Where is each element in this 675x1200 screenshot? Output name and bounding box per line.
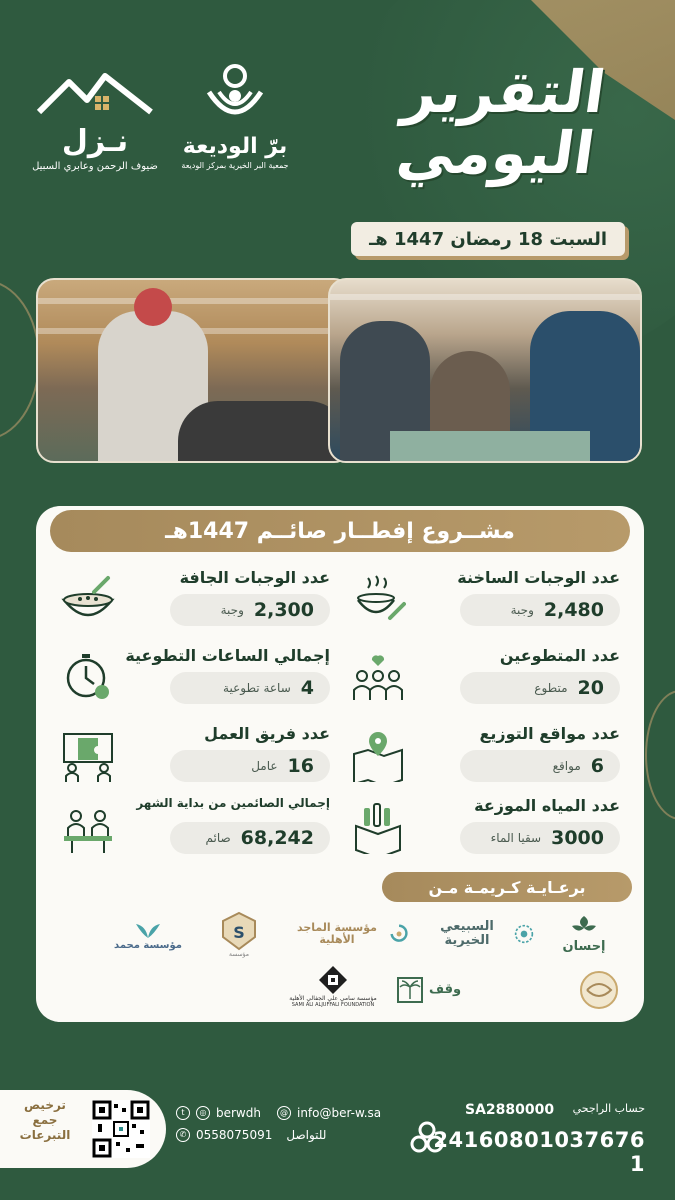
meeting-table-icon bbox=[60, 802, 116, 854]
bank-name: حساب الراجحي bbox=[572, 1102, 645, 1115]
nuzul-tagline: ضيوف الرحمن وعابري السبيل bbox=[32, 161, 158, 172]
sponsor-name: مؤسسة محمد bbox=[114, 939, 182, 951]
sponsor-calligraphy-seal bbox=[572, 968, 626, 1012]
contact-info bbox=[176, 1102, 406, 1146]
sponsor-name: مؤسسة سامي علي الجفالي الأهلية bbox=[289, 994, 377, 1002]
stat-label: عدد مواقع التوزيع bbox=[479, 724, 620, 743]
license-panel bbox=[0, 1090, 166, 1168]
stat-pill bbox=[170, 594, 330, 626]
sponsor-name: السبيعي الخيرية bbox=[440, 918, 494, 948]
report-title bbox=[356, 58, 643, 187]
berr-tagline: جمعية البر الخيرية بمركز الوديعة bbox=[181, 161, 289, 170]
almajed-mark-icon bbox=[390, 922, 408, 946]
svg-text:S: S bbox=[233, 922, 245, 942]
stat-unit: سقيا الماء bbox=[490, 831, 542, 845]
stat-value: 16 bbox=[287, 755, 314, 777]
whatsapp-icon[interactable]: ✆ bbox=[176, 1128, 190, 1142]
phone-number[interactable]: 0558075091 bbox=[196, 1128, 273, 1142]
stat-label: عدد المتطوعين bbox=[499, 646, 620, 665]
instagram-icon[interactable]: ◎ bbox=[196, 1106, 210, 1120]
stat-label: عدد الوجبات الجافة bbox=[179, 568, 330, 587]
stat-pill bbox=[460, 594, 620, 626]
stat-value: 4 bbox=[300, 677, 314, 699]
stat-value: 68,242 bbox=[240, 827, 314, 849]
stat-unit: وجبة bbox=[220, 603, 244, 617]
subaie-star-icon bbox=[514, 922, 534, 946]
sponsor-juffali-logo bbox=[278, 956, 388, 1016]
hot-meal-icon bbox=[350, 574, 406, 626]
license-text: ترخيص جمع التبرعات bbox=[19, 1098, 71, 1142]
contact-row-phone bbox=[176, 1124, 406, 1146]
stat-total-fasters bbox=[60, 796, 330, 856]
sponsor-name: إحسان bbox=[562, 938, 606, 954]
house-roof-icon bbox=[35, 70, 155, 116]
map-location-icon bbox=[350, 730, 406, 782]
water-box-icon bbox=[350, 802, 406, 854]
sponsor-name: مؤسسة bbox=[229, 950, 249, 958]
sponsor-waqf-logo bbox=[374, 968, 484, 1012]
stat-value: 2,480 bbox=[543, 599, 604, 621]
nuzul-logo bbox=[30, 70, 160, 172]
account-number: 24160801037676​1 bbox=[433, 1128, 645, 1176]
decorative-arc-left bbox=[0, 280, 40, 440]
stat-unit: عامل bbox=[251, 759, 278, 773]
sponsor-foundation-emblem bbox=[204, 904, 274, 964]
stat-unit: ساعة تطوعية bbox=[223, 681, 291, 695]
berr-emblem-icon bbox=[203, 62, 267, 126]
sponsor-almajed-logo bbox=[288, 904, 408, 964]
sponsors-title: برعـايـة كـريمـة مـن bbox=[382, 872, 632, 902]
sponsor-ihsan-logo bbox=[544, 904, 624, 964]
stat-label: إجمالي الساعات التطوعية bbox=[125, 646, 330, 665]
sponsor-subaie-logo bbox=[424, 904, 534, 964]
sponsor-name: مؤسسة الماجد الأهلية bbox=[297, 920, 377, 946]
photo-people-eating-iftar bbox=[328, 278, 642, 463]
berr-logo bbox=[170, 62, 300, 170]
volunteers-icon bbox=[350, 652, 406, 704]
stat-value: 3000 bbox=[551, 827, 604, 849]
stat-unit: متطوع bbox=[534, 681, 568, 695]
stat-pill bbox=[170, 822, 330, 854]
stopwatch-icon bbox=[60, 652, 116, 704]
stat-distribution-sites bbox=[350, 724, 620, 784]
qr-code-icon[interactable] bbox=[92, 1100, 150, 1158]
stat-pill bbox=[460, 750, 620, 782]
waqf-palm-icon bbox=[397, 977, 423, 1003]
stat-work-team bbox=[60, 724, 330, 784]
stat-label: عدد فريق العمل bbox=[204, 724, 330, 743]
stat-label: عدد الوجبات الساخنة bbox=[457, 568, 620, 587]
stat-value: 6 bbox=[590, 755, 604, 777]
dry-meal-bowl-icon bbox=[60, 574, 116, 626]
sponsor-subtitle: SAMI ALI ALJUFFALI FOUNDATION bbox=[291, 1001, 375, 1008]
twitter-icon[interactable]: t bbox=[176, 1106, 190, 1120]
nuzul-name: نـزل bbox=[61, 124, 129, 159]
stat-pill bbox=[170, 672, 330, 704]
berr-name: برّ الوديعة bbox=[182, 134, 288, 159]
stat-pill bbox=[460, 672, 620, 704]
sponsor-name: وقف bbox=[428, 981, 462, 997]
alrajhi-logo-icon bbox=[409, 1120, 445, 1156]
sponsor-mohammed-logo bbox=[108, 904, 188, 964]
stat-hot-meals bbox=[350, 568, 620, 628]
email-address[interactable]: info@ber-w.sa bbox=[296, 1106, 382, 1120]
stat-pill bbox=[460, 822, 620, 854]
iban-prefix: SA2880000 bbox=[465, 1102, 555, 1118]
report-title-line1: التقرير bbox=[399, 58, 610, 126]
stat-value: 2,300 bbox=[253, 599, 314, 621]
photo-volunteer-serving bbox=[36, 278, 352, 463]
footer bbox=[0, 1090, 675, 1176]
stat-label: إجمالي الصائمين من بداية الشهر bbox=[136, 796, 330, 810]
stat-unit: مواقع bbox=[552, 759, 581, 773]
stat-volunteers bbox=[350, 646, 620, 706]
stat-unit: صائم bbox=[205, 831, 231, 845]
contact-row-social bbox=[176, 1102, 406, 1124]
project-title: مشــروع إفطــار صائــم 1447هـ bbox=[50, 510, 630, 552]
report-date: السبت 18 رمضان 1447 هـ bbox=[351, 222, 625, 256]
mohammed-leaf-icon bbox=[133, 918, 163, 940]
stat-unit: وجبة bbox=[510, 603, 534, 617]
contact-label: للتواصل bbox=[286, 1128, 327, 1142]
stat-volunteer-hours bbox=[60, 646, 330, 706]
stats-card bbox=[36, 506, 644, 1022]
ihsan-leaf-icon bbox=[569, 914, 599, 940]
stat-dry-meals bbox=[60, 568, 330, 628]
foundation-emblem-icon bbox=[219, 911, 259, 951]
social-handle[interactable]: berwdh bbox=[216, 1106, 261, 1120]
calligraphy-seal-icon bbox=[577, 970, 621, 1010]
decorative-arc-right bbox=[645, 690, 675, 820]
email-icon: @ bbox=[277, 1106, 291, 1120]
stat-pill bbox=[170, 750, 330, 782]
stat-label: عدد المياه الموزعة bbox=[474, 796, 620, 815]
team-puzzle-icon bbox=[60, 730, 116, 782]
stat-water-distributed bbox=[350, 796, 620, 856]
report-title-line2: اليومي bbox=[392, 118, 599, 187]
stat-value: 20 bbox=[577, 677, 604, 699]
juffali-mark-icon bbox=[318, 965, 348, 995]
